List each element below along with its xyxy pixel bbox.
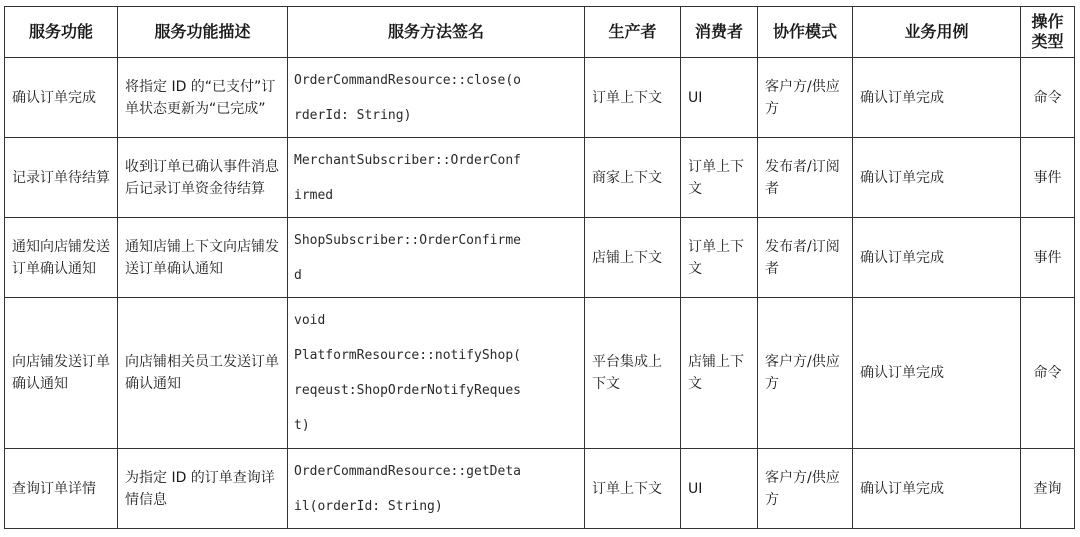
- header-cell: 服务功能描述: [118, 7, 288, 58]
- signature-line: rderId: String): [294, 107, 412, 123]
- op-type-cell: 查询: [1021, 449, 1075, 529]
- table-row: [5, 449, 1075, 529]
- consumer-cell: 订单上下文: [681, 138, 758, 218]
- description-cell: 通知店铺上下文向店铺发送订单确认通知: [118, 218, 288, 298]
- function-cell: 向店铺发送订单确认通知: [5, 298, 118, 449]
- producer-cell: 订单上下文: [585, 449, 681, 529]
- signature-line: PlatformResource::notifyShop(: [294, 348, 521, 363]
- consumer-cell: 订单上下文: [681, 218, 758, 298]
- description-cell: 将指定 ID 的“已支付”订单状态更新为“已完成”: [118, 58, 288, 138]
- signature-line: ShopSubscriber::OrderConfirme: [294, 232, 521, 248]
- use-case-cell: 确认订单完成: [853, 449, 1021, 529]
- service-table-container: [4, 6, 1075, 529]
- use-case-cell: 确认订单完成: [853, 58, 1021, 138]
- signature-cell: [288, 449, 585, 529]
- mode-cell: 发布者/订阅者: [758, 138, 853, 218]
- signature-line: t): [294, 418, 310, 433]
- consumer-cell: UI: [681, 58, 758, 138]
- table-row: [5, 138, 1075, 218]
- signature-cell: [288, 218, 585, 298]
- signature-line: void: [294, 313, 326, 328]
- producer-cell: 平台集成上下文: [585, 298, 681, 449]
- mode-cell: 客户方/供应方: [758, 58, 853, 138]
- header-cell: 操作类型: [1021, 7, 1075, 58]
- signature-line: reqeust:ShopOrderNotifyReques: [294, 383, 521, 398]
- description-cell: 为指定 ID 的订单查询详情信息: [118, 449, 288, 529]
- mode-cell: 客户方/供应方: [758, 298, 853, 449]
- signature-cell: [288, 138, 585, 218]
- use-case-cell: 确认订单完成: [853, 298, 1021, 449]
- description-cell: 向店铺相关员工发送订单确认通知: [118, 298, 288, 449]
- signature-line: d: [294, 267, 302, 283]
- table-row: [5, 218, 1075, 298]
- mode-cell: 客户方/供应方: [758, 449, 853, 529]
- signature-line: MerchantSubscriber::OrderConf: [294, 152, 521, 168]
- signature-line: OrderCommandResource::close(o: [294, 72, 521, 88]
- op-type-cell: 事件: [1021, 218, 1075, 298]
- signature-line: il(orderId: String): [294, 498, 443, 514]
- op-type-cell: 事件: [1021, 138, 1075, 218]
- function-cell: 查询订单详情: [5, 449, 118, 529]
- header-cell: 生产者: [585, 7, 681, 58]
- header-cell: 服务功能: [5, 7, 118, 58]
- service-table: [4, 6, 1075, 529]
- table-row: [5, 298, 1075, 449]
- signature-cell: [288, 58, 585, 138]
- function-cell: 通知向店铺发送订单确认通知: [5, 218, 118, 298]
- header-cell: 消费者: [681, 7, 758, 58]
- producer-cell: 商家上下文: [585, 138, 681, 218]
- use-case-cell: 确认订单完成: [853, 138, 1021, 218]
- producer-cell: 订单上下文: [585, 58, 681, 138]
- table-row: [5, 58, 1075, 138]
- op-type-cell: 命令: [1021, 298, 1075, 449]
- consumer-cell: 店铺上下文: [681, 298, 758, 449]
- header-row: [5, 7, 1075, 58]
- signature-line: OrderCommandResource::getDeta: [294, 463, 521, 479]
- function-cell: 记录订单待结算: [5, 138, 118, 218]
- op-type-cell: 命令: [1021, 58, 1075, 138]
- producer-cell: 店铺上下文: [585, 218, 681, 298]
- header-cell: 业务用例: [853, 7, 1021, 58]
- mode-cell: 发布者/订阅者: [758, 218, 853, 298]
- function-cell: 确认订单完成: [5, 58, 118, 138]
- use-case-cell: 确认订单完成: [853, 218, 1021, 298]
- signature-line: irmed: [294, 187, 334, 203]
- header-cell: 服务方法签名: [288, 7, 585, 58]
- signature-cell: [288, 298, 585, 449]
- consumer-cell: UI: [681, 449, 758, 529]
- description-cell: 收到订单已确认事件消息后记录订单资金待结算: [118, 138, 288, 218]
- header-cell: 协作模式: [758, 7, 853, 58]
